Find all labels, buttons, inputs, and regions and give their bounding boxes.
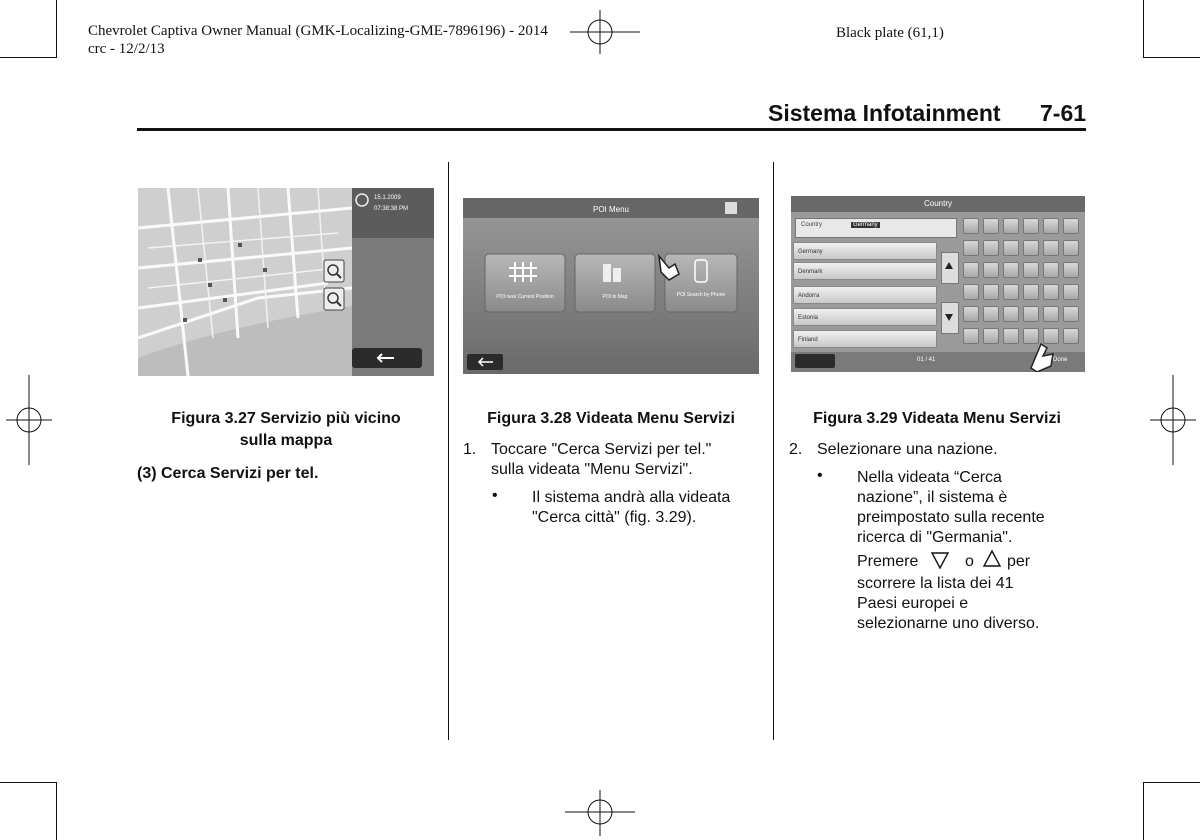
country-title: Country (923, 199, 952, 208)
bullet-line: Paesi europei e (857, 595, 969, 612)
country-list-item: Andorra (793, 286, 937, 304)
registration-mark-icon (6, 375, 52, 465)
done-button-label: Done (1053, 357, 1068, 363)
registration-mark-icon (565, 790, 635, 836)
poi-menu-illustration (463, 198, 759, 374)
map-time: 07:38:38 PM (374, 206, 409, 212)
figure-caption-1-line2: sulla mappa (239, 432, 333, 449)
map-screen-illustration (138, 188, 434, 376)
bullet-line: selezionarne uno diverso. (857, 615, 1040, 632)
bullet-line: nazione”, il sistema è (857, 489, 1008, 506)
country-list-item: Denmark (793, 262, 937, 280)
poi-menu-screen-figure (463, 198, 759, 374)
step-number-2: 2. (789, 441, 803, 458)
crop-mark (0, 57, 56, 58)
triangle-down-icon (930, 550, 950, 570)
hand-pointer-icon (1027, 338, 1057, 372)
bullet-line: preimpostato sulla recente (857, 509, 1045, 526)
step-text-1-line2: sulla videata "Menu Servizi". (491, 461, 693, 478)
scroll-down-arrow-icon (945, 314, 953, 321)
bullet-line: Nella videata “Cerca (857, 469, 1002, 486)
column-divider (448, 162, 449, 740)
map-screen-figure (138, 188, 434, 376)
crop-mark (1143, 782, 1144, 840)
crop-mark (56, 0, 57, 58)
figure-caption-3: Figura 3.29 Videata Menu Servizi (813, 410, 1061, 427)
bullet-line: scorrere la lista dei 41 (857, 575, 1014, 592)
page-number: 7-61 (1040, 100, 1087, 126)
page-indicator: 01 / 41 (917, 357, 936, 363)
bullet-text-line2: "Cerca città" (fig. 3.29). (532, 509, 697, 526)
country-field-value: Germany (853, 222, 878, 228)
step-text-2: Selezionare una nazione. (817, 441, 998, 458)
scroll-up-arrow-icon (945, 262, 953, 269)
or-word: o (965, 553, 974, 570)
step-number-1: 1. (463, 441, 477, 458)
registration-mark-icon (1150, 375, 1196, 465)
manual-title: Chevrolet Captiva Owner Manual (GMK-Localizing-GME-7896196) - 2014 (88, 23, 548, 39)
country-list-item: Estonia (793, 308, 937, 326)
country-list-item: Germany (793, 242, 937, 260)
revision-date: crc - 12/2/13 (88, 41, 165, 57)
poi-button-3-label: POI Search by Phone (676, 292, 726, 298)
header-rule (137, 128, 1086, 131)
bullet-marker: • (492, 487, 498, 504)
subheading: (3) Cerca Servizi per tel. (137, 465, 319, 482)
crop-mark (56, 782, 57, 840)
poi-button-2-label: POI in Map (602, 294, 628, 300)
back-button (795, 354, 835, 368)
bullet-text-line1: Il sistema andrà alla videata (532, 489, 731, 506)
per-word: per (1007, 553, 1031, 570)
poi-button-1-label: POI near Current Position (496, 294, 554, 300)
registration-mark-icon (570, 10, 640, 54)
map-date: 15.1.2009 (374, 195, 401, 201)
keyboard (963, 218, 1081, 348)
plate-label: Black plate (61,1) (836, 25, 944, 41)
press-word: Premere (857, 553, 919, 570)
country-field-label: Country (801, 222, 823, 228)
country-screen-figure (791, 196, 1085, 372)
crop-mark (1143, 0, 1144, 58)
bullet-line: ricerca di "Germania". (857, 529, 1013, 546)
crop-mark (1144, 57, 1200, 58)
country-list-item: Finland (793, 330, 937, 348)
crop-mark (0, 782, 56, 783)
column-divider (773, 162, 774, 740)
poi-title: POI Menu (592, 205, 630, 214)
triangle-up-icon (982, 549, 1002, 569)
crop-mark (1144, 782, 1200, 783)
figure-caption-2: Figura 3.28 Videata Menu Servizi (487, 410, 735, 427)
section-title: Sistema Infotainment (768, 100, 1001, 126)
figure-caption-1-line1: Figura 3.27 Servizio più vicino (171, 410, 401, 427)
step-text-1-line1: Toccare "Cerca Servizi per tel." (491, 441, 712, 458)
bullet-marker: • (817, 467, 823, 484)
